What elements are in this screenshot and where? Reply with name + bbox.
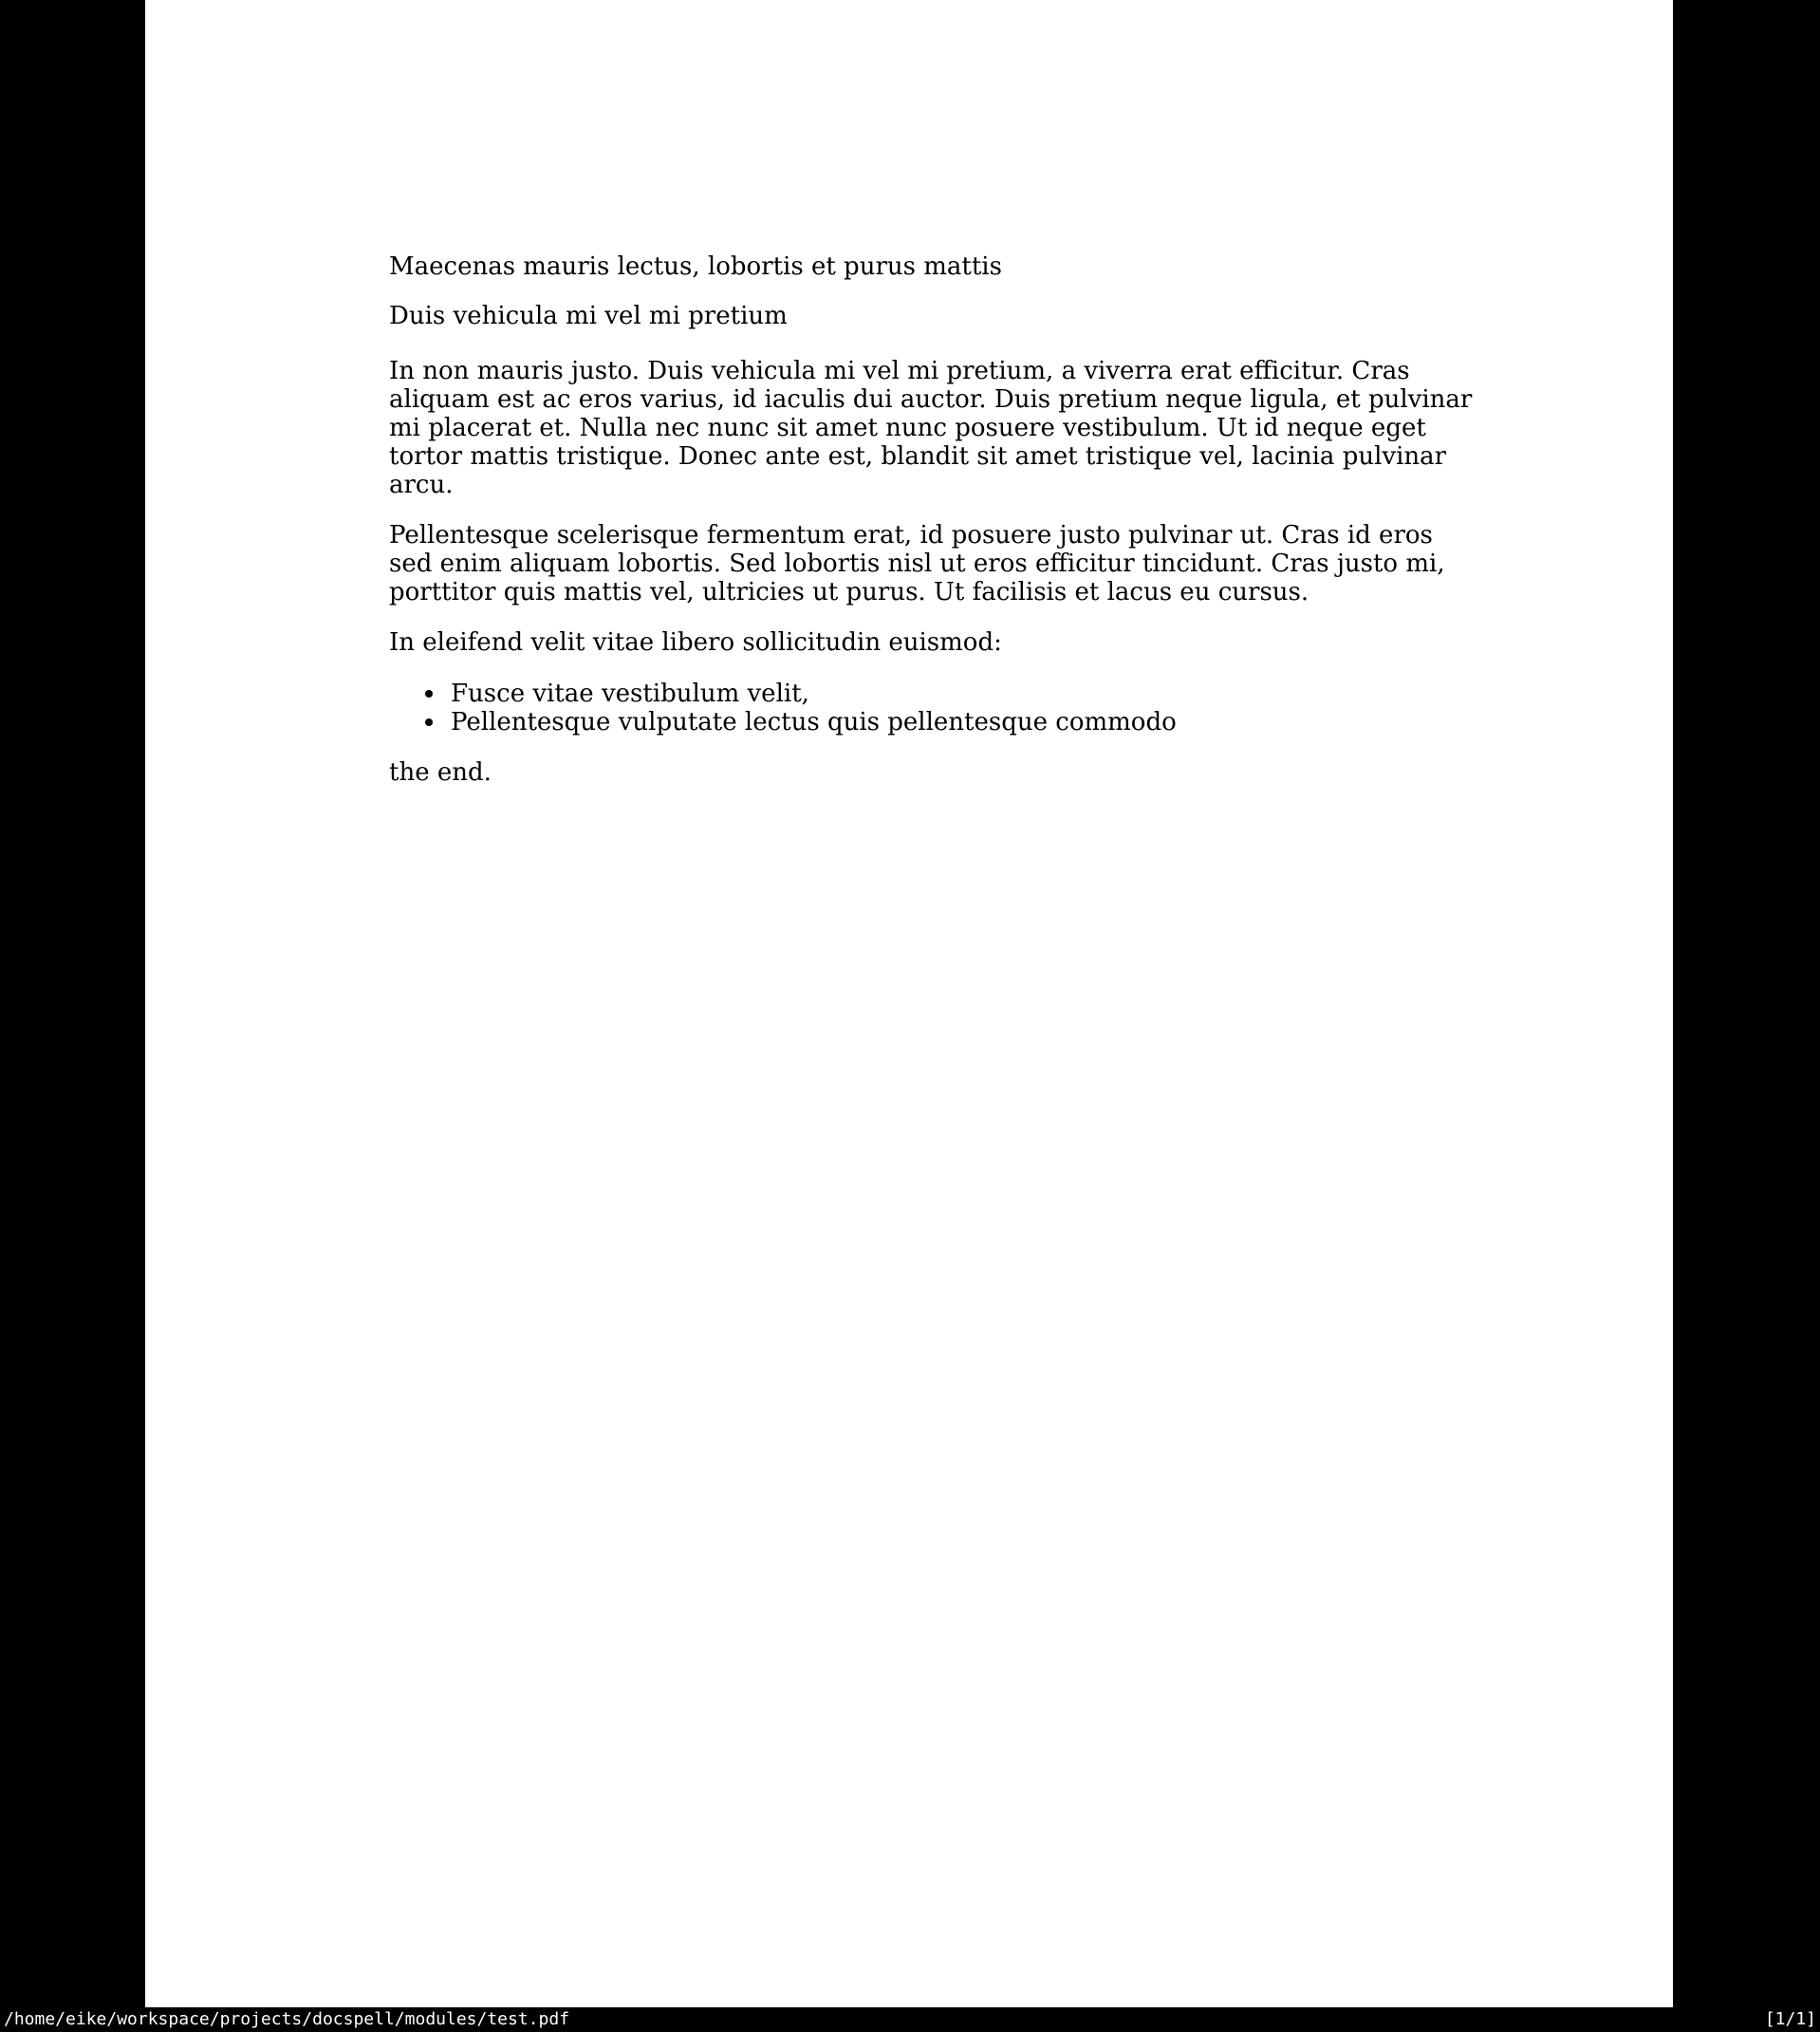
paragraph-line: porttitor quis mattis vel, ultricies ut purus. Ut facilisis et lacus eu cursus. bbox=[389, 578, 1309, 606]
paragraph-line: mi placerat et. Nulla nec nunc sit amet nunc posuere vestibulum. Ut id neque eget bbox=[389, 414, 1426, 442]
paragraph-line: arcu. bbox=[389, 471, 454, 499]
bullet-icon bbox=[425, 690, 433, 698]
closing-line: the end. bbox=[389, 758, 492, 787]
document-heading-1: Maecenas mauris lectus, lobortis et purus mattis bbox=[389, 252, 1002, 281]
paragraph-1 bbox=[389, 357, 1472, 499]
bullet-icon bbox=[425, 718, 433, 726]
list-item-text: Fusce vitae vestibulum velit, bbox=[451, 680, 809, 708]
paragraph-line: In non mauris justo. Duis vehicula mi vel mi pretium, a viverra erat efficitur. Cras bbox=[389, 357, 1410, 385]
document-heading-2: Duis vehicula mi vel mi pretium bbox=[389, 302, 788, 330]
paragraph-line: Pellentesque scelerisque fermentum erat, id posuere justo pulvinar ut. Cras id eros bbox=[389, 521, 1433, 550]
list-item-text: Pellentesque vulputate lectus quis pellentesque commodo bbox=[451, 708, 1177, 736]
statusbar-page-indicator: [1/1] bbox=[1764, 2009, 1816, 2029]
paragraph-2 bbox=[389, 521, 1472, 606]
list-item bbox=[389, 680, 1472, 708]
paragraph-line: aliquam est ac eros varius, id iaculis dui auctor. Duis pretium neque ligula, et pulvinar bbox=[389, 385, 1473, 414]
statusbar bbox=[0, 2007, 1820, 2032]
list-item bbox=[389, 708, 1472, 736]
paragraph-3: In eleifend velit vitae libero sollicitudin euismod: bbox=[389, 628, 1002, 657]
statusbar-file-path: /home/eike/workspace/projects/docspell/modules/test.pdf bbox=[4, 2009, 570, 2029]
paragraph-line: sed enim aliquam lobortis. Sed lobortis nisl ut eros efficitur tincidunt. Cras justo mi, bbox=[389, 550, 1445, 578]
pdf-page bbox=[145, 0, 1673, 2007]
paragraph-line: tortor mattis tristique. Donec ante est, blandit sit amet tristique vel, lacinia pulvinar bbox=[389, 442, 1447, 471]
document-content bbox=[389, 252, 1472, 787]
bullet-list bbox=[389, 680, 1472, 736]
